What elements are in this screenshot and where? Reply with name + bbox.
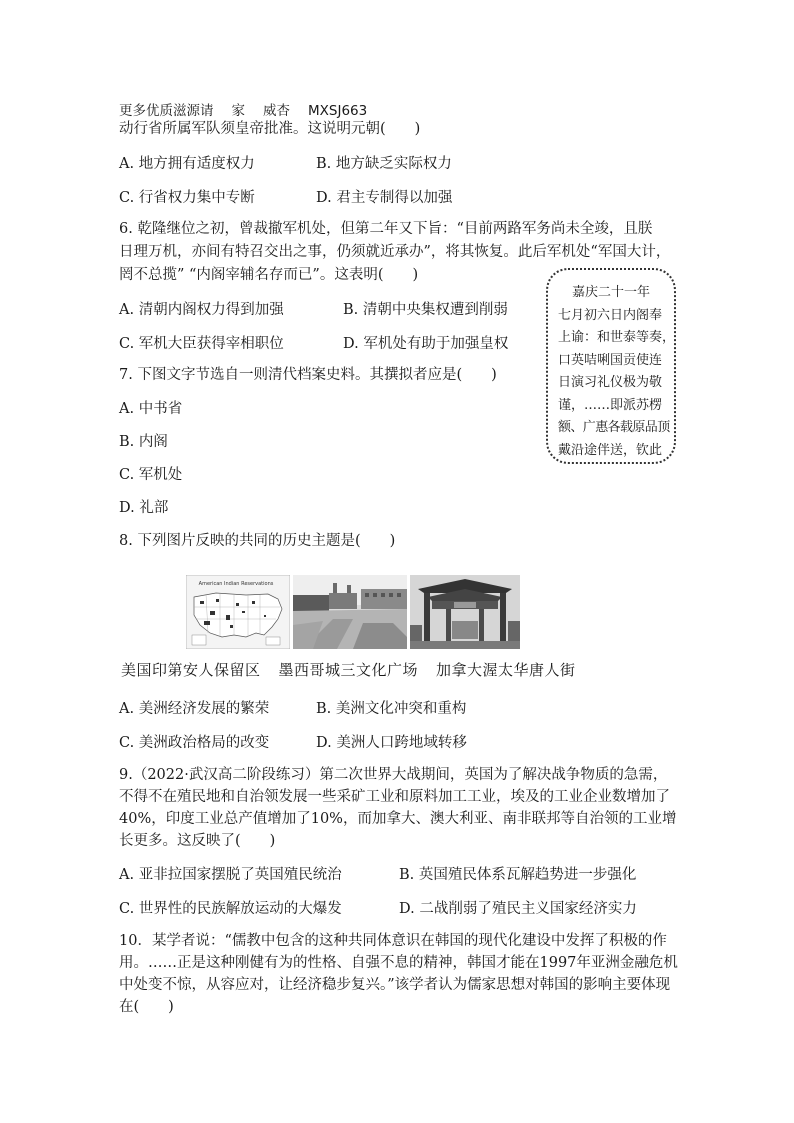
q7-option-d[interactable]: D. 礼部	[119, 500, 169, 516]
q8-option-d[interactable]: D. 美洲人口跨地域转移	[316, 735, 467, 751]
q7-option-b[interactable]: B. 内阁	[119, 434, 168, 450]
caption-mexico-plaza: 墨西哥城三文化广场	[278, 661, 419, 679]
chinatown-gate-image	[410, 575, 520, 649]
archive-line: 嘉庆二十一年	[572, 285, 651, 300]
map-title: American Indian Reservations	[198, 581, 274, 587]
q5-option-a[interactable]: A. 地方拥有适度权力	[119, 156, 255, 172]
q7-option-c[interactable]: C. 军机处	[119, 467, 183, 483]
caption-us-reservations: 美国印第安人保留区	[121, 661, 261, 679]
q5-option-d[interactable]: D. 君主专制得以加强	[316, 190, 453, 206]
q6-option-b[interactable]: B. 清朝中央集权遭到削弱	[343, 302, 508, 318]
q10-stem: 10．某学者说：“儒教中包含的这种共同体意识在韩国的现代化建设中发挥了积极的作用。……正是这种刚健有为的性格、自强不息的精神，韩国才能在1997年亚洲金融危机中处变不惊，从容应对，让经济稳步复兴。”该学者认为儒家思想对韩国的影响主要体现在( )	[119, 933, 678, 1015]
archive-line: 戴沿途伴送，钦此	[558, 442, 663, 458]
q6-option-d[interactable]: D. 军机处有助于加强皇权	[343, 336, 509, 352]
q6-stem-line2: 日理万机，亦间有特召交出之事，仍须就近承办”，将其恢复。此后军机处“军国大计，	[119, 244, 671, 260]
header-code: MXSJ663	[308, 103, 368, 119]
source-header	[119, 99, 385, 119]
q9-option-b[interactable]: B. 英国殖民体系瓦解趋势进一步强化	[399, 867, 637, 883]
q8-option-a[interactable]: A. 美洲经济发展的繁荣	[119, 701, 270, 717]
archive-line: 上谕：和世泰等奏，	[558, 330, 676, 345]
archive-line: 谨，……即派苏楞	[558, 397, 663, 413]
q6-stem-line1: 6. 乾隆继位之初，曾裁撤军机处，但第二年又下旨：“目前两路军务尚未全竣，且朕	[119, 221, 653, 237]
archive-line: 七月初六日内阁奉	[558, 307, 663, 323]
q8-option-c[interactable]: C. 美洲政治格局的改变	[119, 735, 270, 751]
three-cultures-plaza-image	[293, 575, 407, 649]
archive-line: 额、广惠各载原品顶	[558, 420, 670, 435]
q7-stem: 7. 下图文字节选自一则清代档案史料。其撰拟者应是( )	[119, 367, 497, 383]
archive-line: 日演习礼仪极为敬	[558, 375, 663, 390]
q9-option-c[interactable]: C. 世界性的民族解放运动的大爆发	[119, 901, 342, 917]
q7-option-a[interactable]: A. 中书省	[119, 401, 183, 417]
q9-stem: 9.（2022·武汉高二阶段练习）第二次世界大战期间，英国为了解决战争物质的急需，不得不在殖民地和自治领发展一些采矿工业和原料加工工业，埃及的工业企业数增加了40%，印度工业总产值增加了10%，而加拿大、澳大利亚、南非联邦等自治领的工业增长更多。这反映了( )	[119, 767, 677, 849]
q9-option-d[interactable]: D. 二战削弱了殖民主义国家经济实力	[399, 901, 637, 917]
archive-line: 口英咭唎国贡使连	[558, 352, 663, 368]
q6-option-c[interactable]: C. 军机大臣获得宰相职位	[119, 336, 284, 352]
q5-stem-tail: 动行省所属军队须皇帝批准。这说明元朝( )	[119, 121, 421, 137]
q6-stem-line3: 罔不总揽” “内阁宰辅名存而已”。这表明( )	[119, 267, 419, 283]
q8-option-b[interactable]: B. 美洲文化冲突和重构	[316, 701, 467, 717]
header-prefix: 更多优质滋源请	[119, 103, 214, 119]
q5-option-c[interactable]: C. 行省权力集中专断	[119, 190, 255, 206]
archive-excerpt-box	[546, 268, 676, 464]
q5-option-b[interactable]: B. 地方缺乏实际权力	[316, 156, 452, 172]
q8-stem: 8. 下列图片反映的共同的历史主题是( )	[119, 533, 396, 549]
header-b: 威杏	[263, 103, 290, 119]
q8-image-captions	[121, 659, 594, 680]
q6-option-a[interactable]: A. 清朝内阁权力得到加强	[119, 302, 284, 318]
us-reservations-map-image	[186, 575, 290, 649]
header-a: 家	[231, 103, 245, 119]
q9-option-a[interactable]: A. 亚非拉国家摆脱了英国殖民统治	[119, 867, 342, 883]
caption-ottawa-chinatown: 加拿大渥太华唐人街	[436, 661, 576, 679]
